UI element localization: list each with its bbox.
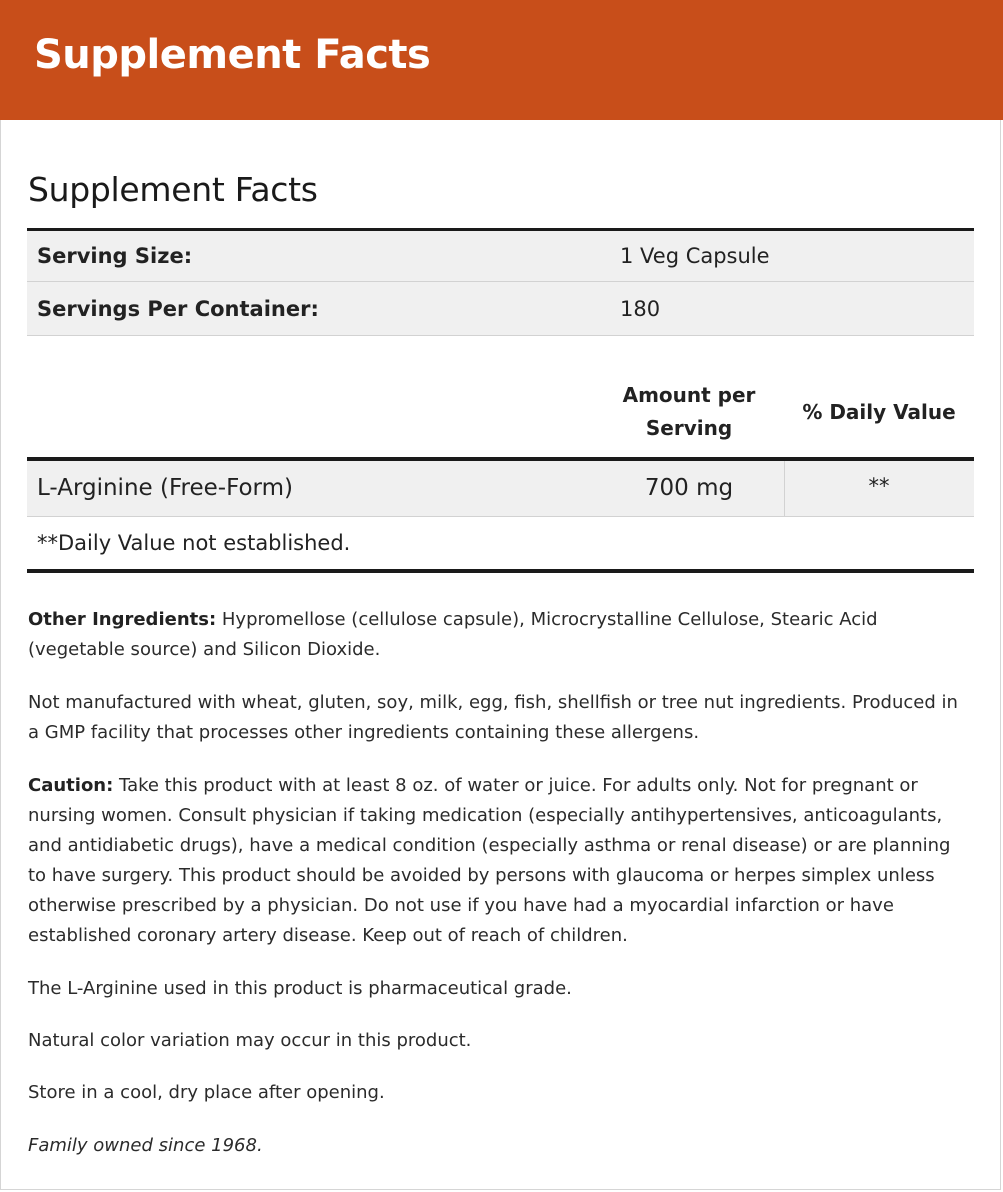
- ingredient-amount: 700 mg: [644, 475, 734, 501]
- allergen-statement: Not manufactured with wheat, gluten, soy, milk, egg, fish, shellfish or tree nut ingredients. Produced in a GMP facility that processes other ingredients containing these allergens.: [28, 692, 958, 743]
- caution-statement: [28, 771, 973, 951]
- ingredient-daily-value: **: [868, 474, 890, 498]
- other-ingredients-label: Other Ingredients:: [28, 609, 217, 630]
- daily-value-footnote: **Daily Value not established.: [37, 531, 351, 555]
- ingredient-name: L-Arginine (Free-Form): [37, 475, 293, 501]
- serving-size-value: 1 Veg Capsule: [620, 244, 770, 268]
- ingredient-row: [27, 461, 974, 516]
- serving-size-row: [27, 231, 974, 281]
- row-divider: [27, 516, 974, 517]
- caution-text: Take this product with at least 8 oz. of water or juice. For adults only. Not for pregnant or nursing women. Consult physician if taking medication (especially antihypertensives, anticoagulants, and antidiabetic drugs), have a medical condition (especially asthma or renal disease) or are planning to have surgery. This product should be avoided by persons with glaucoma or herpes simplex unless otherwise prescribed by a physician. Do not use if you have had a myocardial infarction or have established coronary artery disease. Keep out of reach of children.: [28, 775, 951, 946]
- header-bar: [0, 0, 1003, 120]
- storage-statement: Store in a cool, dry place after opening.: [28, 1082, 385, 1103]
- other-ingredients-text: Hypromellose (cellulose capsule), Microcrystalline Cellulose, Stearic Acid (vegetable source) and Silicon Dioxide.: [28, 609, 878, 660]
- daily-value-header: % Daily Value: [802, 400, 956, 424]
- amount-header-line1: Amount per: [622, 383, 756, 407]
- amount-header-line2: Serving: [645, 416, 733, 440]
- table-bottom-rule: [27, 569, 974, 573]
- servings-per-container-value: 180: [620, 297, 661, 321]
- serving-size-label: Serving Size:: [37, 244, 193, 268]
- grade-statement: The L-Arginine used in this product is pharmaceutical grade.: [28, 978, 572, 999]
- family-owned-statement: Family owned since 1968.: [28, 1135, 263, 1156]
- other-ingredients: [28, 605, 973, 665]
- servings-per-container-row: [27, 282, 974, 335]
- header-title: Supplement Facts: [34, 32, 431, 78]
- row-divider: [27, 335, 974, 336]
- color-variation-statement: Natural color variation may occur in this product.: [28, 1030, 472, 1051]
- caution-label: Caution:: [28, 775, 114, 796]
- supplement-facts-title: Supplement Facts: [28, 170, 318, 209]
- column-divider: [784, 461, 785, 516]
- servings-per-container-label: Servings Per Container:: [37, 297, 319, 321]
- amount-per-serving-header: [594, 379, 784, 445]
